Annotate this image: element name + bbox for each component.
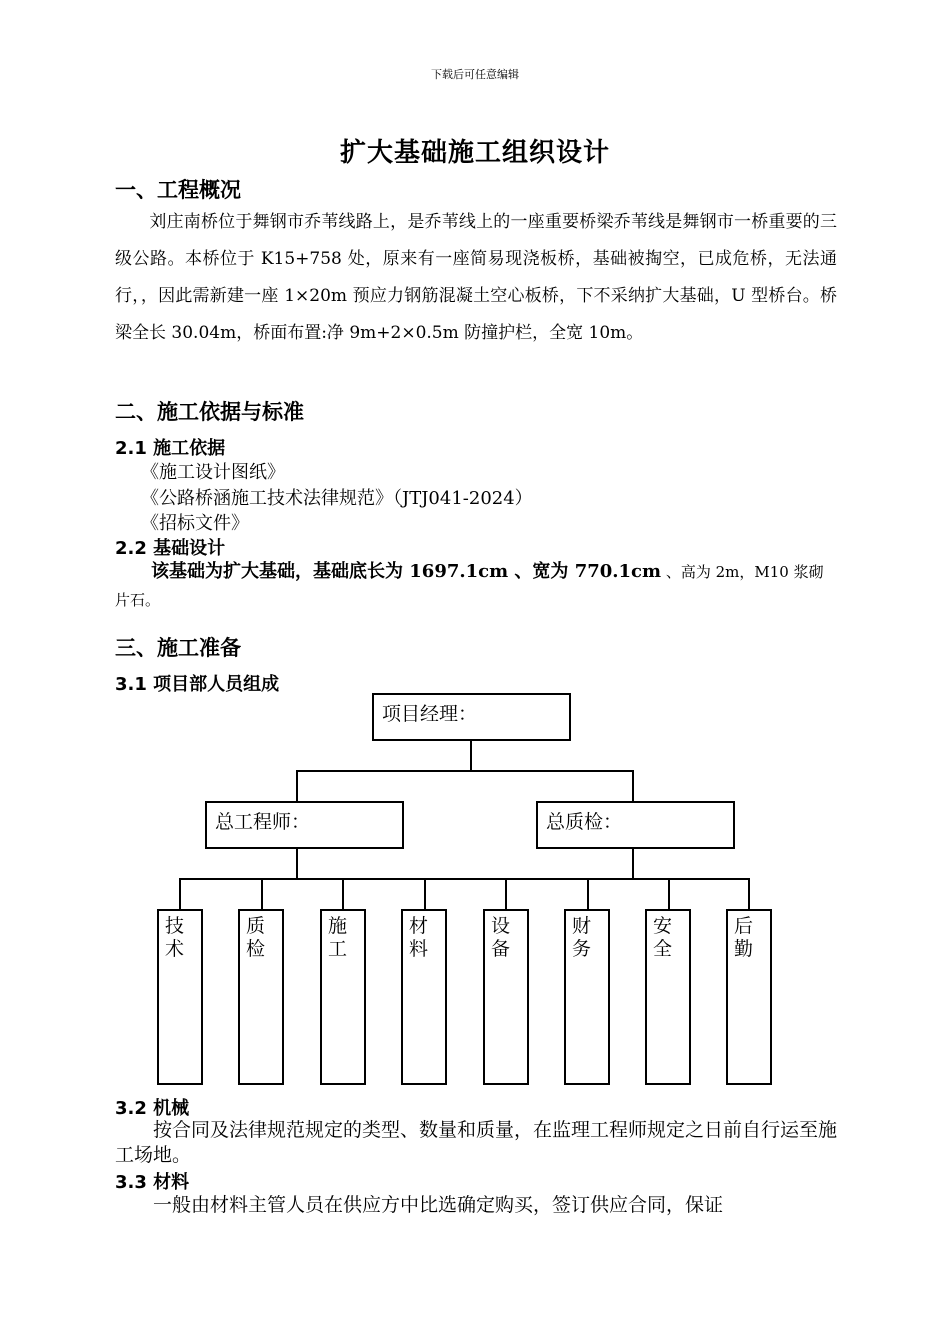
org-dept-label: 材 料 — [409, 915, 429, 960]
org-dept-box — [401, 909, 447, 1085]
connector-line — [632, 770, 634, 802]
section-3-heading: 三、施工准备 — [115, 636, 241, 660]
org-dept-label: 后 勤 — [734, 915, 754, 960]
foundation-design-bold: 该基础为扩大基础，基础底长为 1697.1cm 、宽为 770.1cm — [115, 561, 662, 582]
connector-line — [748, 878, 750, 910]
org-dept-label: 质 检 — [246, 915, 266, 960]
connector-line — [296, 770, 634, 772]
connector-line — [179, 878, 181, 910]
org-dept-box — [645, 909, 691, 1085]
org-dept-label: 财 务 — [572, 915, 592, 960]
subsection-2-2-heading: 2.2 基础设计 — [115, 538, 226, 559]
org-dept-box — [157, 909, 203, 1085]
connector-line — [470, 741, 472, 771]
org-dept-label: 施 工 — [328, 915, 348, 960]
section-2-heading: 二、施工依据与标准 — [115, 400, 304, 424]
connector-line — [505, 878, 507, 910]
org-box-chief-inspector: 总质检： — [536, 801, 735, 849]
materials-text: 一般由材料主管人员在供应方中比选确定购买，签订供应合同，保证 — [115, 1194, 724, 1216]
connector-line — [668, 878, 670, 910]
connector-line — [342, 878, 344, 910]
org-dept-label: 技 术 — [165, 915, 185, 960]
connector-line — [261, 878, 263, 910]
org-dept-label: 设 备 — [491, 915, 511, 960]
reference-item: 《公路桥涵施工技术法律规范》（JTJ041-2024） — [141, 488, 533, 509]
connector-line — [587, 878, 589, 910]
subsection-3-2-heading: 3.2 机械 — [115, 1098, 190, 1119]
connector-line — [179, 878, 750, 880]
connector-line — [296, 849, 298, 879]
org-dept-label: 安 全 — [653, 915, 673, 960]
reference-item: 《招标文件》 — [141, 513, 249, 534]
section-1-heading: 一、工程概况 — [115, 178, 241, 202]
machinery-text: 按合同及法律规范规定的类型、数量和质量，在监理工程师规定之日前自行运至施工场地。 — [115, 1119, 838, 1166]
org-dept-box — [564, 909, 610, 1085]
org-dept-box — [238, 909, 284, 1085]
org-box-chief-engineer: 总工程师： — [205, 801, 404, 849]
connector-line — [632, 849, 634, 879]
reference-item: 《施工设计图纸》 — [141, 462, 285, 483]
section-1-paragraph: 刘庄南桥位于舞钢市乔苇线路上，是乔苇线上的一座重要桥梁乔苇线是舞钢市一桥重要的三级公路。本桥位于 K15+758 处，原来有一座简易现浇板桥，基础被掏空，已成危桥，无法通行，，因此需新建一座 1×20m 预应力钢筋混凝土空心板桥，下不采纳扩大基础，U 型桥台。桥梁全长 30.04m，桥面布置:净 9m+2×0.5m 防撞护栏，全宽 10m。 — [115, 212, 837, 343]
org-dept-box — [320, 909, 366, 1085]
connector-line — [424, 878, 426, 910]
foundation-design-rest: 、高为 2m，M10 浆砌片石。 — [115, 563, 824, 609]
subsection-2-1-heading: 2.1 施工依据 — [115, 438, 226, 459]
org-box-project-manager: 项目经理： — [372, 693, 571, 741]
document-title: 扩大基础施工组织设计 — [339, 138, 610, 168]
subsection-3-1-heading: 3.1 项目部人员组成 — [115, 674, 280, 695]
foundation-design-text — [115, 558, 837, 614]
org-dept-box — [726, 909, 772, 1085]
subsection-3-3-heading: 3.3 材料 — [115, 1172, 190, 1193]
connector-line — [296, 770, 298, 802]
header-note: 下载后可任意编辑 — [431, 68, 519, 81]
org-dept-box — [483, 909, 529, 1085]
